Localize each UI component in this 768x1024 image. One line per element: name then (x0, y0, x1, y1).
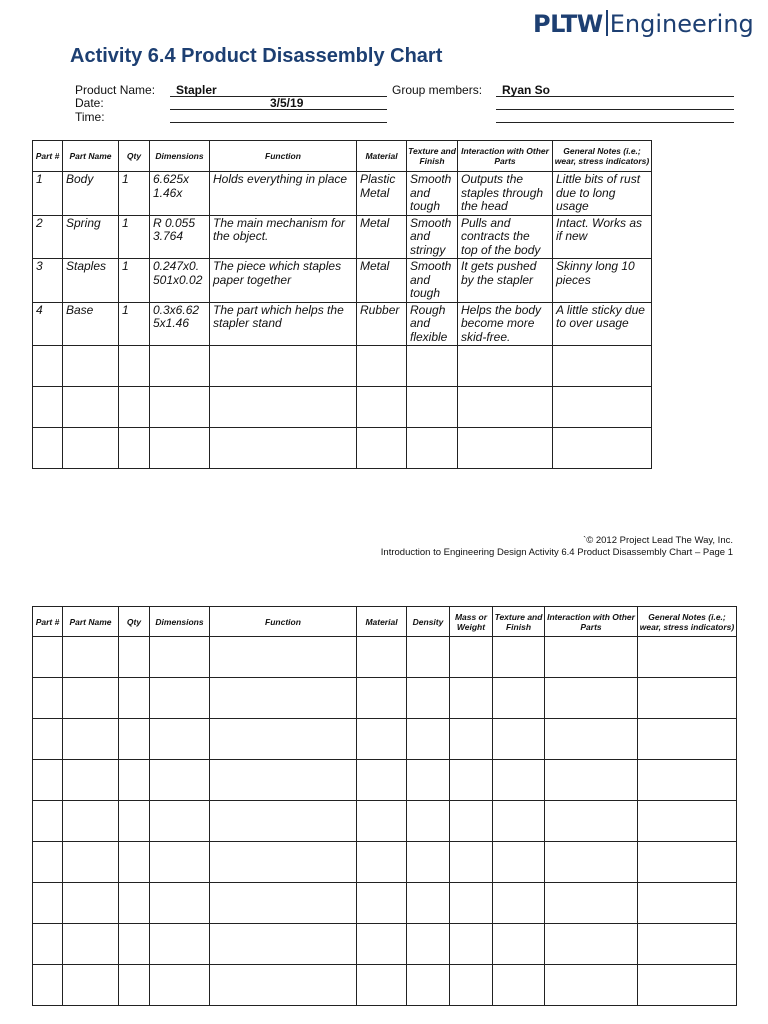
page-title: Activity 6.4 Product Disassembly Chart (70, 45, 443, 67)
date-value: 3/5/19 (270, 96, 304, 110)
table-row (33, 965, 737, 1006)
table-cell[interactable] (450, 678, 493, 719)
table-cell[interactable] (357, 883, 407, 924)
column-header: Interaction with Other Parts (545, 607, 638, 637)
table-cell[interactable] (150, 842, 210, 883)
table-cell[interactable] (210, 428, 357, 469)
table-cell[interactable] (119, 883, 150, 924)
table-cell[interactable] (357, 428, 407, 469)
time-label: Time: (75, 110, 105, 124)
table-cell[interactable] (119, 760, 150, 801)
table-cell[interactable] (407, 719, 450, 760)
column-header: Material (357, 141, 407, 172)
table-header-row (33, 607, 737, 637)
table-cell[interactable] (357, 801, 407, 842)
table-row (33, 637, 737, 678)
column-header: Part Name (63, 607, 119, 637)
page-footer-text: Introduction to Engineering Design Activity 6.4 Product Disassembly Chart – Page 1 (380, 547, 733, 558)
table-cell[interactable]: Metal (357, 215, 407, 259)
table-row (33, 924, 737, 965)
table-cell[interactable] (119, 965, 150, 1006)
table-cell[interactable]: Holds everything in place (210, 172, 357, 216)
disassembly-table (32, 140, 652, 469)
table-cell[interactable] (458, 387, 553, 428)
table-cell[interactable]: 3 (33, 259, 63, 303)
table-cell[interactable] (63, 965, 119, 1006)
table-cell[interactable] (407, 801, 450, 842)
table-row (33, 842, 737, 883)
table-cell[interactable] (33, 801, 63, 842)
table-cell[interactable]: 1 (33, 172, 63, 216)
table-cell[interactable] (150, 965, 210, 1006)
date-line (170, 109, 387, 110)
column-header: Texture and Finish (493, 607, 545, 637)
column-header: Qty (119, 607, 150, 637)
table-cell[interactable] (545, 883, 638, 924)
table-cell[interactable] (545, 678, 638, 719)
table-cell[interactable]: Metal (357, 259, 407, 303)
group-members-label: Group members: (392, 83, 483, 97)
table-cell[interactable]: Staples (63, 259, 119, 303)
table-cell[interactable] (119, 801, 150, 842)
column-header: Mass or Weight (450, 607, 493, 637)
table-cell[interactable] (63, 637, 119, 678)
table-cell[interactable] (407, 346, 458, 387)
table-row (33, 215, 652, 259)
table-cell[interactable] (638, 637, 737, 678)
table-cell[interactable] (407, 428, 458, 469)
table-cell[interactable]: Intact. Works as if new (553, 215, 652, 259)
table-cell[interactable] (210, 678, 357, 719)
table-cell[interactable] (638, 965, 737, 1006)
logo-sub: Engineering (609, 10, 754, 38)
table-cell[interactable] (119, 637, 150, 678)
table-row (33, 259, 652, 303)
table-cell[interactable]: Outputs the staples through the head (458, 172, 553, 216)
table-cell[interactable] (150, 719, 210, 760)
table-cell[interactable]: A little sticky due to over usage (553, 302, 652, 346)
table-cell[interactable]: Smooth and tough (407, 172, 458, 216)
group-line-3 (496, 122, 734, 123)
table-cell[interactable]: 6.625x 1.46x (150, 172, 210, 216)
column-header: Function (210, 607, 357, 637)
table-row (33, 801, 737, 842)
table-row (33, 428, 652, 469)
table-cell[interactable] (493, 801, 545, 842)
column-header: Material (357, 607, 407, 637)
table-cell[interactable] (150, 346, 210, 387)
table-cell[interactable] (210, 387, 357, 428)
table-cell[interactable] (33, 883, 63, 924)
table-cell[interactable]: Spring (63, 215, 119, 259)
table-cell[interactable] (210, 801, 357, 842)
table-cell[interactable] (210, 924, 357, 965)
table-cell[interactable] (357, 719, 407, 760)
column-header: Part Name (63, 141, 119, 172)
table-cell[interactable] (119, 719, 150, 760)
table-cell[interactable] (638, 760, 737, 801)
table-cell[interactable]: 0.247x0. 501x0.02 (150, 259, 210, 303)
table-cell[interactable]: Pulls and contracts the top of the body (458, 215, 553, 259)
table-cell[interactable] (63, 719, 119, 760)
table-cell[interactable] (545, 924, 638, 965)
time-line (170, 122, 387, 123)
table-cell[interactable] (638, 924, 737, 965)
table-cell[interactable] (545, 801, 638, 842)
table-cell[interactable] (63, 801, 119, 842)
table-cell[interactable]: Smooth and tough (407, 259, 458, 303)
column-header: General Notes (i.e.; wear, stress indicators) (638, 607, 737, 637)
table-cell[interactable] (150, 883, 210, 924)
table-cell[interactable] (63, 678, 119, 719)
column-header: General Notes (i.e.; wear, stress indicators) (553, 141, 652, 172)
column-header: Part # (33, 607, 63, 637)
table-cell[interactable] (450, 924, 493, 965)
table-cell[interactable] (150, 637, 210, 678)
table-row (33, 346, 652, 387)
table-cell[interactable] (150, 678, 210, 719)
table-cell[interactable]: 1 (119, 172, 150, 216)
table-cell[interactable] (407, 883, 450, 924)
copyright-text: `© 2012 Project Lead The Way, Inc. (583, 535, 733, 546)
column-header: Qty (119, 141, 150, 172)
table-cell[interactable] (357, 678, 407, 719)
table-header-row (33, 141, 652, 172)
table-cell[interactable] (458, 346, 553, 387)
table-cell[interactable] (357, 346, 407, 387)
table-cell[interactable] (638, 883, 737, 924)
disassembly-table-2 (32, 606, 737, 1006)
table-cell[interactable] (357, 924, 407, 965)
table-cell[interactable] (63, 428, 119, 469)
table-cell[interactable] (150, 428, 210, 469)
table-cell[interactable]: Base (63, 302, 119, 346)
table-cell[interactable] (210, 842, 357, 883)
table-cell[interactable] (407, 637, 450, 678)
column-header: Function (210, 141, 357, 172)
table-cell[interactable]: Helps the body become more skid-free. (458, 302, 553, 346)
table-cell[interactable] (150, 924, 210, 965)
table-cell[interactable] (357, 842, 407, 883)
table-cell[interactable] (33, 678, 63, 719)
table-cell[interactable] (450, 883, 493, 924)
table-cell[interactable] (493, 719, 545, 760)
table-cell[interactable] (33, 637, 63, 678)
table-cell[interactable]: 4 (33, 302, 63, 346)
table-cell[interactable]: 1 (119, 302, 150, 346)
table-cell[interactable] (553, 428, 652, 469)
table-cell[interactable] (407, 924, 450, 965)
table-cell[interactable] (63, 346, 119, 387)
table-cell[interactable] (493, 965, 545, 1006)
product-name-value: Stapler (176, 83, 217, 97)
table-cell[interactable] (493, 883, 545, 924)
table-cell[interactable] (553, 346, 652, 387)
table-cell[interactable] (357, 387, 407, 428)
table-cell[interactable] (493, 842, 545, 883)
table-cell[interactable] (638, 842, 737, 883)
table-row (33, 302, 652, 346)
table-cell[interactable]: Body (63, 172, 119, 216)
table-cell[interactable]: Little bits of rust due to long usage (553, 172, 652, 216)
table-cell[interactable] (407, 842, 450, 883)
table-cell[interactable] (63, 924, 119, 965)
table-cell[interactable] (450, 637, 493, 678)
table-cell[interactable] (63, 387, 119, 428)
table-cell[interactable]: The part which helps the stapler stand (210, 302, 357, 346)
table-cell[interactable] (119, 346, 150, 387)
table-cell[interactable] (63, 842, 119, 883)
table-cell[interactable] (553, 387, 652, 428)
table-cell[interactable] (33, 760, 63, 801)
table-cell[interactable] (33, 965, 63, 1006)
table-cell[interactable] (357, 965, 407, 1006)
table-cell[interactable] (150, 387, 210, 428)
column-header: Density (407, 607, 450, 637)
table-cell[interactable]: Rough and flexible (407, 302, 458, 346)
table-cell[interactable] (493, 637, 545, 678)
table-cell[interactable] (33, 428, 63, 469)
table-cell[interactable]: It gets pushed by the stapler (458, 259, 553, 303)
column-header: Dimensions (150, 607, 210, 637)
table-row (33, 387, 652, 428)
table-cell[interactable] (119, 387, 150, 428)
table-cell[interactable] (119, 924, 150, 965)
group-members-value: Ryan So (502, 83, 551, 97)
table-cell[interactable] (493, 924, 545, 965)
table-cell[interactable]: 0.3x6.62 5x1.46 (150, 302, 210, 346)
table-cell[interactable] (450, 965, 493, 1006)
table-cell[interactable]: R 0.055 3.764 (150, 215, 210, 259)
table-cell[interactable] (545, 965, 638, 1006)
table-cell[interactable] (210, 637, 357, 678)
table-cell[interactable] (119, 428, 150, 469)
table-row (33, 760, 737, 801)
table-cell[interactable] (450, 842, 493, 883)
table-cell[interactable] (33, 842, 63, 883)
pltw-engineering-logo (533, 10, 754, 38)
table-cell[interactable] (210, 965, 357, 1006)
table-cell[interactable] (458, 428, 553, 469)
table-cell[interactable]: 1 (119, 259, 150, 303)
column-header: Part # (33, 141, 63, 172)
table-row (33, 678, 737, 719)
table-row (33, 719, 737, 760)
table-cell[interactable]: Smooth and stringy (407, 215, 458, 259)
table-cell[interactable]: 1 (119, 215, 150, 259)
table-cell[interactable] (210, 760, 357, 801)
table-cell[interactable] (545, 760, 638, 801)
table-cell[interactable] (63, 760, 119, 801)
table-cell[interactable]: Rubber (357, 302, 407, 346)
table-cell[interactable] (119, 842, 150, 883)
table-cell[interactable] (450, 719, 493, 760)
table-cell[interactable] (407, 678, 450, 719)
column-header: Texture and Finish (407, 141, 458, 172)
table-cell[interactable] (493, 678, 545, 719)
group-line-2 (496, 109, 734, 110)
table-cell[interactable] (357, 760, 407, 801)
table-cell[interactable] (63, 883, 119, 924)
table-cell[interactable] (407, 760, 450, 801)
table-row (33, 883, 737, 924)
table-cell[interactable]: The main mechanism for the object. (210, 215, 357, 259)
column-header: Interaction with Other Parts (458, 141, 553, 172)
table-cell[interactable] (545, 842, 638, 883)
table-cell[interactable] (493, 760, 545, 801)
table-row (33, 172, 652, 216)
table-cell[interactable] (33, 924, 63, 965)
table-cell[interactable] (450, 801, 493, 842)
table-cell[interactable]: Plastic Metal (357, 172, 407, 216)
group-line-1 (496, 96, 734, 97)
table-cell[interactable]: 2 (33, 215, 63, 259)
table-cell[interactable] (210, 346, 357, 387)
table-cell[interactable]: Skinny long 10 pieces (553, 259, 652, 303)
table-cell[interactable] (150, 801, 210, 842)
table-cell[interactable] (638, 719, 737, 760)
table-cell[interactable] (357, 637, 407, 678)
column-header: Dimensions (150, 141, 210, 172)
logo-brand: PLTW (533, 10, 603, 38)
table-cell[interactable] (119, 678, 150, 719)
table-cell[interactable] (210, 883, 357, 924)
table-cell[interactable] (450, 760, 493, 801)
table-cell[interactable] (638, 678, 737, 719)
table-cell[interactable] (638, 801, 737, 842)
table-cell[interactable] (545, 637, 638, 678)
table-cell[interactable] (545, 719, 638, 760)
table-cell[interactable] (33, 346, 63, 387)
table-cell[interactable] (407, 965, 450, 1006)
product-name-label: Product Name: (75, 83, 156, 97)
table-cell[interactable] (210, 719, 357, 760)
date-label: Date: (75, 96, 104, 110)
table-cell[interactable] (150, 760, 210, 801)
logo-divider (606, 10, 608, 36)
table-cell[interactable] (33, 719, 63, 760)
table-cell[interactable] (33, 387, 63, 428)
table-cell[interactable]: The piece which staples paper together (210, 259, 357, 303)
table-cell[interactable] (407, 387, 458, 428)
